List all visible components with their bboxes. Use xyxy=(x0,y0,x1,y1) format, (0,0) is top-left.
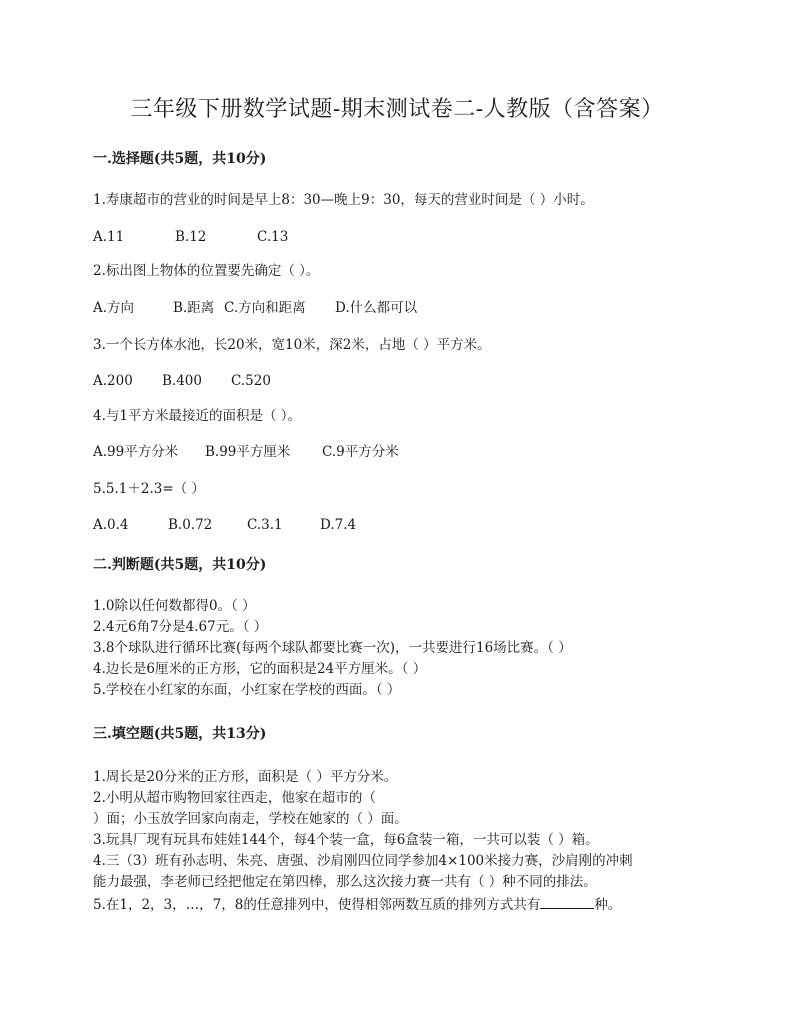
question-3-5 xyxy=(93,895,621,914)
option: B.400 xyxy=(162,373,202,389)
question-2-1: 1.0除以任何数都得0。（ ） xyxy=(93,598,256,614)
option: A.200 xyxy=(93,373,133,389)
question-1-1: 1.寿康超市的营业的时间是早上8：30—晚上9：30，每天的营业时间是（ ）小时。 xyxy=(93,192,594,208)
document-title: 三年级下册数学试题-期末测试卷二-人教版（含答案） xyxy=(130,97,664,122)
question-3-2-cont: ）面；小玉放学回家向南走，学校在她家的（ ）面。 xyxy=(93,811,408,827)
options-1-1 xyxy=(93,228,288,246)
question-3-5-text: 5.在1，2，3，…，7，8的任意排列中，使得相邻两数互质的排列方式共有 xyxy=(93,897,541,913)
question-2-5: 5.学校在小红家的东面，小红家在学校的西面。（ ） xyxy=(93,682,401,698)
options-1-3 xyxy=(93,372,271,390)
question-1-3: 3.一个长方体水池，长20米，宽10米，深2米，占地（ ）平方米。 xyxy=(93,337,491,353)
option: A.99平方分米 xyxy=(93,444,179,460)
question-2-4: 4.边长是6厘米的正方形，它的面积是24平方厘米。（ ） xyxy=(93,661,427,677)
option: A.方向 xyxy=(93,300,135,316)
question-3-4: 4.三（3）班有孙志明、朱亮、唐强、沙肩刚四位同学参加4×100米接力赛，沙肩刚的冲刺 xyxy=(93,853,633,869)
options-1-5 xyxy=(93,516,356,534)
answer-blank xyxy=(540,895,594,909)
option: C.9平方分米 xyxy=(322,444,399,460)
section-heading-fill: 三.填空题(共5题，共13分) xyxy=(93,726,267,742)
options-1-4 xyxy=(93,443,399,461)
option: C.3.1 xyxy=(247,517,283,533)
section-heading-judgement: 二.判断题(共5题，共10分) xyxy=(93,557,267,573)
option: D.什么都可以 xyxy=(335,300,418,316)
question-3-3: 3.玩具厂现有玩具布娃娃144个，每4个装一盒，每6盒装一箱，一共可以装（ ）箱。 xyxy=(93,832,599,848)
question-3-5-suffix: 种。 xyxy=(594,897,622,913)
question-2-2: 2.4元6角7分是4.67元。（ ） xyxy=(93,619,268,635)
option: C.520 xyxy=(231,373,271,389)
options-1-2 xyxy=(93,299,417,317)
question-3-4-cont: 能力最强，李老师已经把他定在第四棒，那么这次接力赛一共有（ ）种不同的排法。 xyxy=(93,874,597,890)
question-1-4: 4.与1平方米最接近的面积是（ ）。 xyxy=(93,408,302,424)
question-1-5: 5.5.1＋2.3=（ ） xyxy=(93,481,205,497)
question-3-1: 1.周长是20分米的正方形，面积是（ ）平方分米。 xyxy=(93,769,398,785)
question-2-3: 3.8个球队进行循环比赛(每两个球队都要比赛一次)，一共要进行16场比赛。（ ） xyxy=(93,640,572,656)
option: B.99平方厘米 xyxy=(205,444,291,460)
option: B.0.72 xyxy=(168,517,213,533)
option: C.方向和距离 xyxy=(224,300,306,316)
question-3-2: 2.小明从超市购物回家往西走，他家在超市的（ xyxy=(93,790,376,806)
question-1-2: 2.标出图上物体的位置要先确定（ ）。 xyxy=(93,263,320,279)
option: A.0.4 xyxy=(93,517,129,533)
option: D.7.4 xyxy=(320,517,357,533)
option: B.12 xyxy=(175,229,207,245)
section-heading-choice: 一.选择题(共5题，共10分) xyxy=(93,151,267,167)
option: A.11 xyxy=(93,229,125,245)
option: C.13 xyxy=(257,229,289,245)
option: B.距离 xyxy=(173,300,215,316)
